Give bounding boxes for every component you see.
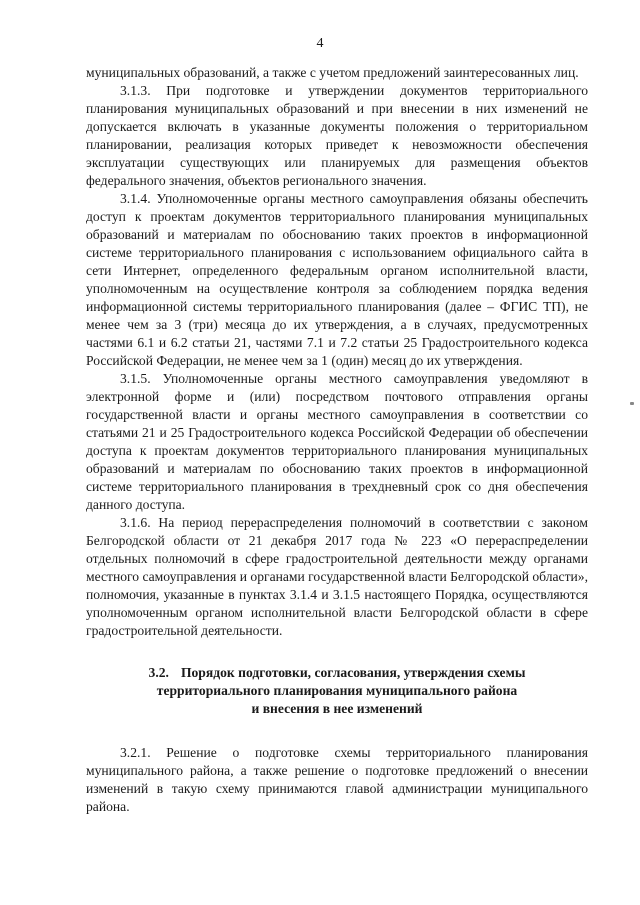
section-title-line-2: территориального планирования муниципального района (156, 683, 518, 698)
document-body (86, 64, 588, 816)
paragraph-3-1-4: 3.1.4. Уполномоченные органы местного самоуправления обязаны обеспечить доступ к проектам документов территориального планирования муниципальных образований и материалам по обоснованию таких проектов в информационной системе территориального планирования с использованием официального сайта в сети Интернет, определенного федеральным органом исполнительной власти, уполномоченным на осуществление контроля за соблюдением порядка ведения информационной системы территориального планирования (далее – ФГИС ТП), не менее чем за 3 (три) месяца до их утверждения, а в случаях, предусмотренных частями 6.1 и 6.2 статьи 21, частями 7.1 и 7.2 статьи 25 Градостроительного кодекса Российской Федерации, не менее чем за 1 (один) месяц до их утверждения. (86, 191, 588, 368)
paragraph-3-2-1: 3.2.1. Решение о подготовке схемы территориального планирования муниципального района, а также решение о подготовке предложений о внесении изменений в такую схему принимаются главой администрации муниципального района. (86, 745, 588, 814)
scan-speck (630, 402, 634, 405)
section-title-line-3: и внесения в нее изменений (251, 701, 423, 716)
paragraph-3-1-6: 3.1.6. На период перераспределения полномочий в соответствии с законом Белгородской области от 21 декабря 2017 года № 223 «О перераспределении отдельных полномочий в сфере градостроительной деятельности между органами местного самоуправления и органами государственной власти Белгородской области», полномочия, указанные в пунктах 3.1.4 и 3.1.5 настоящего Порядка, осуществляются уполномоченным органом исполнительной власти Белгородской области в сфере градостроительной деятельности. (86, 515, 588, 638)
section-number: 3.2. (148, 665, 169, 680)
paragraph-continuation: муниципальных образований, а также с учетом предложений заинтересованных лиц. (86, 65, 579, 80)
section-heading-3-2 (86, 664, 588, 718)
paragraph-3-1-5: 3.1.5. Уполномоченные органы местного самоуправления уведомляют в электронной форме и (или) посредством почтового отправления органы государственной власти и органы местного самоуправления в соответствии со статьями 21 и 25 Градостроительного кодекса Российской Федерации об обеспечении доступа к проектам документов территориального планирования муниципальных образований и материалам по обоснованию таких проектов в информационной системе территориального планирования в трехдневный срок со дня обеспечения данного доступа. (86, 371, 588, 512)
paragraph-3-1-3: 3.1.3. При подготовке и утверждении документов территориального планирования муниципальных образований и при внесении в них изменений не допускается включать в указанные документы положения о территориальном планировании, реализация которых приведет к невозможности обеспечения эксплуатации существующих или планируемых для размещения объектов федерального значения, объектов регионального значения. (86, 83, 588, 188)
page-number: 4 (316, 36, 324, 51)
section-title-line-1: Порядок подготовки, согласования, утверждения схемы (180, 665, 526, 680)
